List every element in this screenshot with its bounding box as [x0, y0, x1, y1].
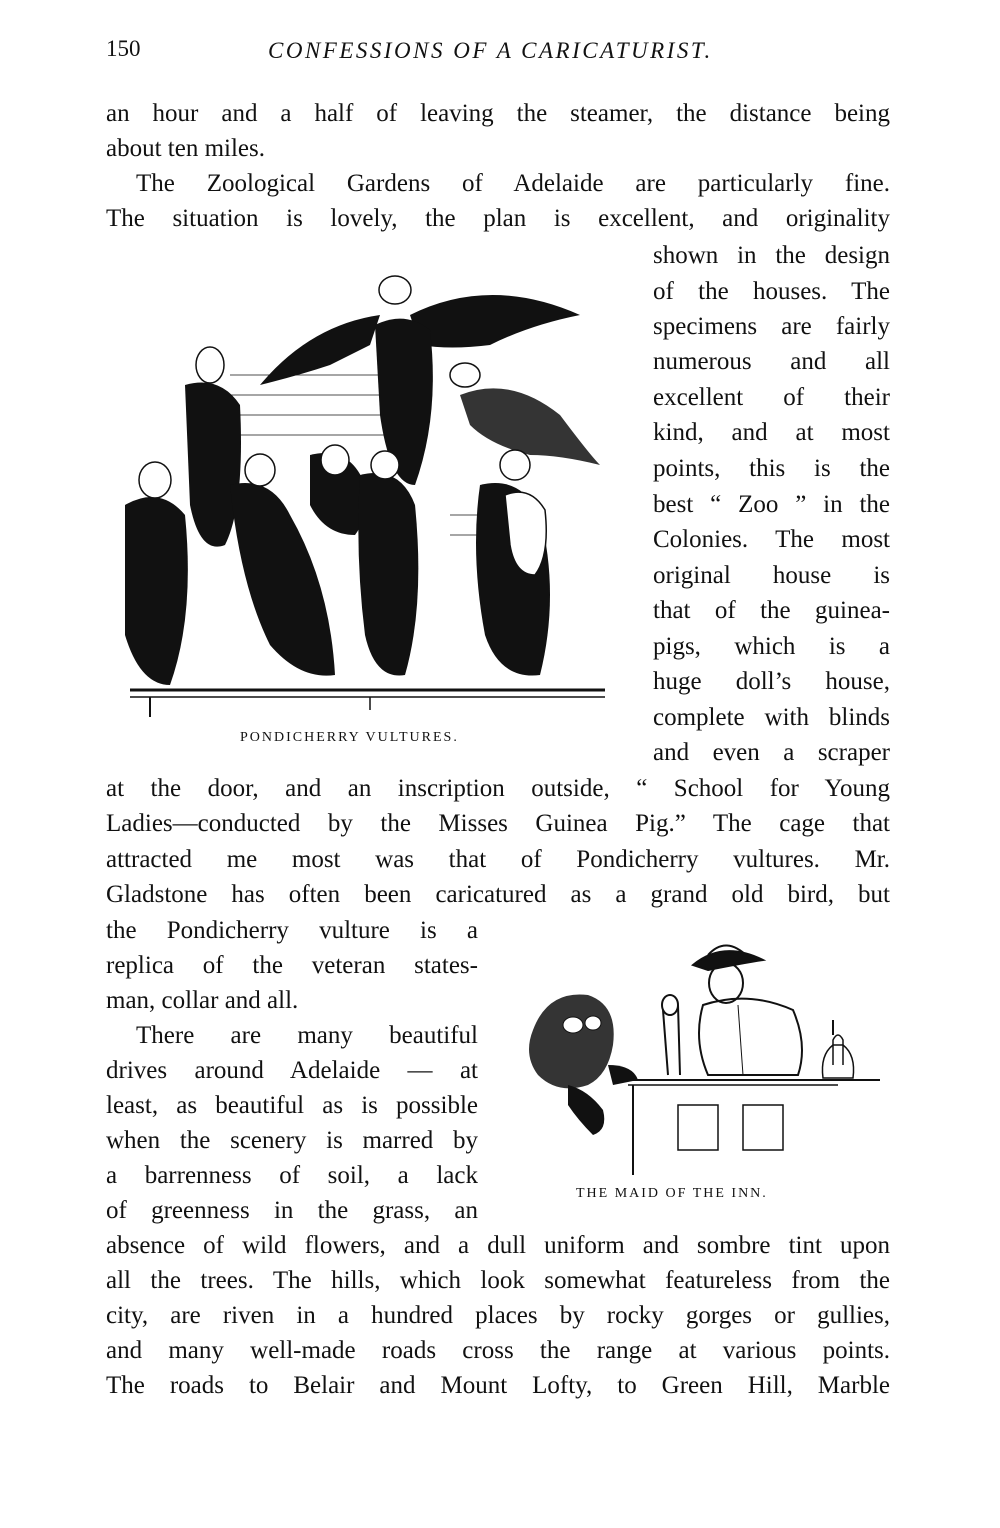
body-line: The roads to Belair and Mount Lofty, to Green Hill, Marble	[106, 1372, 890, 1399]
right-column-line: that of the guinea-	[653, 597, 890, 624]
body-line: about ten miles.	[106, 135, 265, 162]
body-line: attracted me most was that of Pondicherry vultures. Mr.	[106, 846, 890, 873]
body-line: absence of wild flowers, and a dull uniform and sombre tint upon	[106, 1232, 890, 1259]
right-column-line: specimens are fairly	[653, 313, 890, 340]
body-line: city, are riven in a hundred places by rocky gorges or gullies,	[106, 1302, 890, 1329]
right-column-line: kind, and at most	[653, 419, 890, 446]
right-column-line: shown in the design	[653, 242, 890, 269]
left-column-line: a barrenness of soil, a lack	[106, 1162, 478, 1189]
running-title: CONFESSIONS OF A CARICATURIST.	[268, 38, 713, 63]
left-column-line: replica of the veteran states-	[106, 952, 478, 979]
body-line: Ladies—conducted by the Misses Guinea Pig.” The cage that	[106, 810, 890, 837]
body-line: and many well-made roads cross the range at various points.	[106, 1337, 890, 1364]
vultures-caption: PONDICHERRY VULTURES.	[240, 730, 459, 745]
body-line: at the door, and an inscription outside, “ School for Young	[106, 775, 890, 802]
maid-caption: THE MAID OF THE INN.	[576, 1186, 768, 1201]
right-column-line: huge doll’s house,	[653, 668, 890, 695]
pondicherry-vultures-illustration	[110, 255, 615, 720]
left-column-line: when the scenery is marred by	[106, 1127, 478, 1154]
right-column-line: complete with blinds	[653, 704, 890, 731]
body-line: The situation is lovely, the plan is excellent, and originality	[106, 205, 890, 232]
right-column-line: best “ Zoo ” in the	[653, 491, 890, 518]
body-line: an hour and a half of leaving the steamer, the distance being	[106, 100, 890, 127]
body-line: The Zoological Gardens of Adelaide are particularly fine.	[136, 170, 890, 197]
body-line: all the trees. The hills, which look somewhat featureless from the	[106, 1267, 890, 1294]
page-number: 150	[106, 36, 141, 61]
left-column-line: the Pondicherry vulture is a	[106, 917, 478, 944]
left-column-line: drives around Adelaide — at	[106, 1057, 478, 1084]
left-column-line: of greenness in the grass, an	[106, 1197, 478, 1224]
right-column-line: excellent of their	[653, 384, 890, 411]
left-column-line: least, as beautiful as is possible	[106, 1092, 478, 1119]
right-column-line: Colonies. The most	[653, 526, 890, 553]
right-column-line: and even a scraper	[653, 739, 890, 766]
right-column-line: pigs, which is a	[653, 633, 890, 660]
left-column-line: man, collar and all.	[106, 987, 299, 1014]
left-column-line: There are many beautiful	[136, 1022, 478, 1049]
right-column-line: numerous and all	[653, 348, 890, 375]
right-column-line: points, this is the	[653, 455, 890, 482]
maid-of-the-inn-illustration	[508, 935, 883, 1180]
right-column-line: original house is	[653, 562, 890, 589]
body-line: Gladstone has often been caricatured as a grand old bird, but	[106, 881, 890, 908]
right-column-line: of the houses. The	[653, 278, 890, 305]
